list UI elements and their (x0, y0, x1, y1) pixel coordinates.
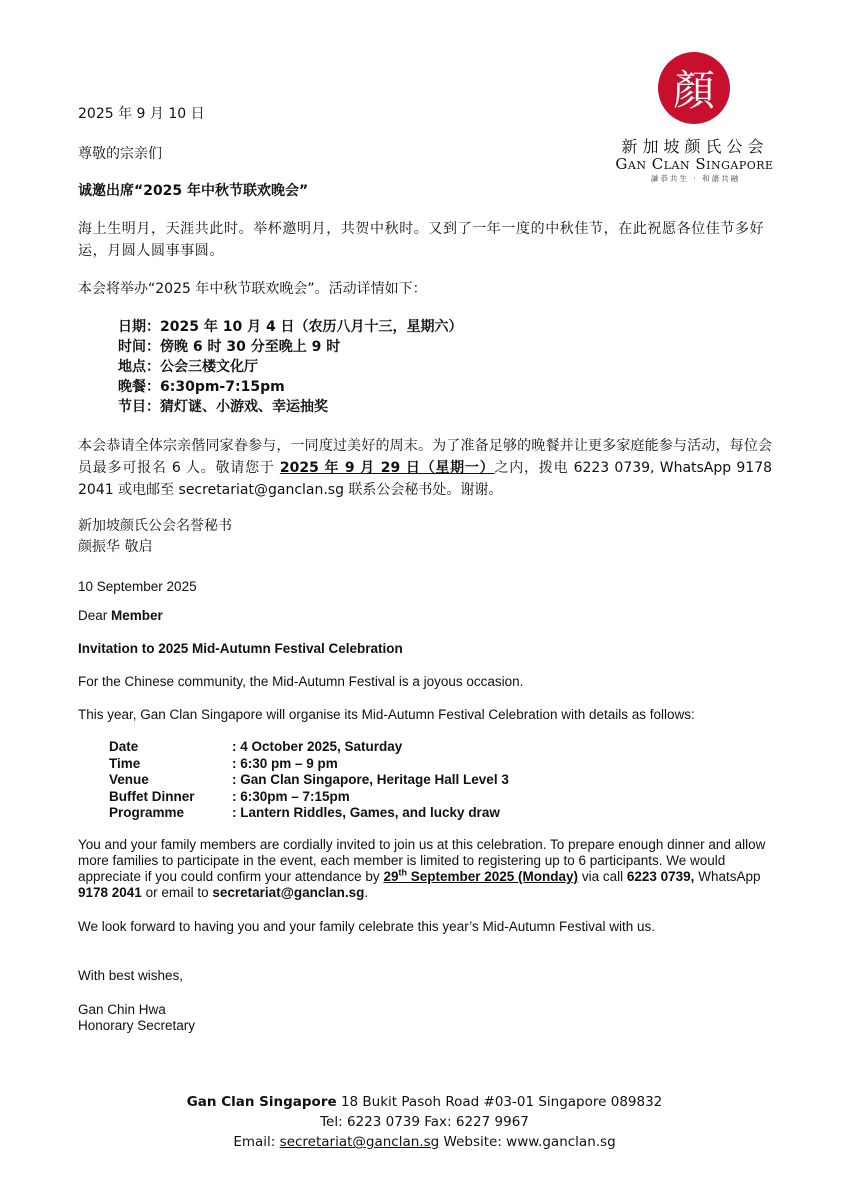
zh-subject: 诚邀出席“2025 年中秋节联欢晚会” (78, 183, 309, 199)
en-detail-row-date: Date : 4 October 2025, Saturday (109, 739, 403, 754)
zh-paragraph-3: 本会恭请全体宗亲偕同家眷参与，一同度过美好的周末。为了准备足够的晚餐并让更多家庭能参与活动，每位会员最多可报名 6 人。敬请您于 2025 年 9 月 29 日（星期一）之内，拨电 6223 0739, WhatsApp 9178 2041 或电邮至 secretariat@ganclan.sg 联系公会秘书处。谢谢。 (78, 438, 773, 498)
org-motto: 謙恭共生 · 和諧共融 (650, 174, 741, 183)
org-logo-glyph: 顏 (672, 66, 715, 115)
en-closing: With best wishes, (78, 968, 184, 983)
en-paragraph-2: This year, Gan Clan Singapore will organise its Mid-Autumn Festival Celebration with details as follows: (78, 707, 695, 722)
en-detail-row-time: Time : 6:30 pm – 9 pm (109, 755, 338, 771)
en-details-table (109, 739, 509, 822)
footer-contact: Email: secretariat@ganclan.sg Website: www.ganclan.sg (233, 1134, 616, 1150)
en-paragraph-4: We look forward to having you and your family celebrate this year’s Mid-Autumn Festival with us. (78, 919, 656, 934)
org-name-zh: 新加坡颜氏公会 (621, 137, 769, 156)
zh-paragraph-1: 海上生明月，天涯共此时。举杯邀明月，共贺中秋时。又到了一年一度的中秋佳节，在此祝愿各位佳节多好运，月圆人圆事事圆。 (78, 221, 765, 259)
zh-date: 2025 年 9 月 10 日 (78, 106, 205, 122)
en-detail-row-dinner: Buffet Dinner : 6:30pm – 7:15pm (109, 788, 350, 804)
en-sign-title: Honorary Secretary (78, 1018, 196, 1033)
zh-paragraph-2: 本会将举办“2025 年中秋节联欢晚会”。活动详情如下： (78, 281, 427, 297)
zh-rsvp-deadline: 2025 年 9 月 29 日（星期一） (279, 460, 495, 476)
en-paragraph-3: You and your family members are cordially invited to join us at this celebration. To prepare enough dinner and allow more families to participate in the event, each member is limited to registering up to 6 participants. We would appreciate if you could confirm your attendance by 29th September 2025 (Monday) via call 6223 0739, WhatsApp 9178 2041 or email to secretariat@ganclan.sg. (78, 837, 766, 900)
footer-email-link[interactable]: secretariat@ganclan.sg (279, 1134, 440, 1150)
zh-salutation: 尊敬的宗亲们 (78, 146, 162, 162)
footer-address: Gan Clan Singapore 18 Bukit Pasoh Road #03-01 Singapore 089832 (186, 1094, 663, 1110)
zh-sign-name: 颜振华 敬启 (78, 539, 153, 555)
zh-detail-date: 日期：2025 年 10 月 4 日（农历八月十三，星期六） (118, 319, 463, 335)
en-salutation: Dear Member (78, 608, 163, 623)
footer-phone: Tel: 6223 0739 Fax: 6227 9967 (320, 1114, 529, 1130)
en-detail-row-programme: Programme : Lantern Riddles, Games, and lucky draw (109, 805, 500, 820)
en-sign-name: Gan Chin Hwa (78, 1002, 166, 1017)
en-date: 10 September 2025 (78, 579, 197, 594)
zh-detail-time: 时间：傍晚 6 时 30 分至晚上 9 时 (118, 339, 341, 355)
zh-sign-title: 新加坡颜氏公会名誉秘书 (78, 518, 232, 534)
zh-detail-dinner: 晚餐：6:30pm-7:15pm (118, 379, 285, 395)
zh-detail-programme: 节目：猜灯谜、小游戏、幸运抽奖 (118, 399, 328, 415)
en-detail-row-venue: Venue : Gan Clan Singapore, Heritage Hall Level 3 (109, 772, 509, 787)
zh-detail-venue: 地点：公会三楼文化厅 (118, 359, 258, 375)
en-rsvp-deadline: 29th September 2025 (Monday) (383, 867, 579, 884)
en-paragraph-1: For the Chinese community, the Mid-Autumn Festival is a joyous occasion. (78, 674, 524, 689)
en-subject: Invitation to 2025 Mid-Autumn Festival Celebration (78, 641, 403, 656)
org-name-en: Gan Clan Singapore (615, 155, 774, 173)
